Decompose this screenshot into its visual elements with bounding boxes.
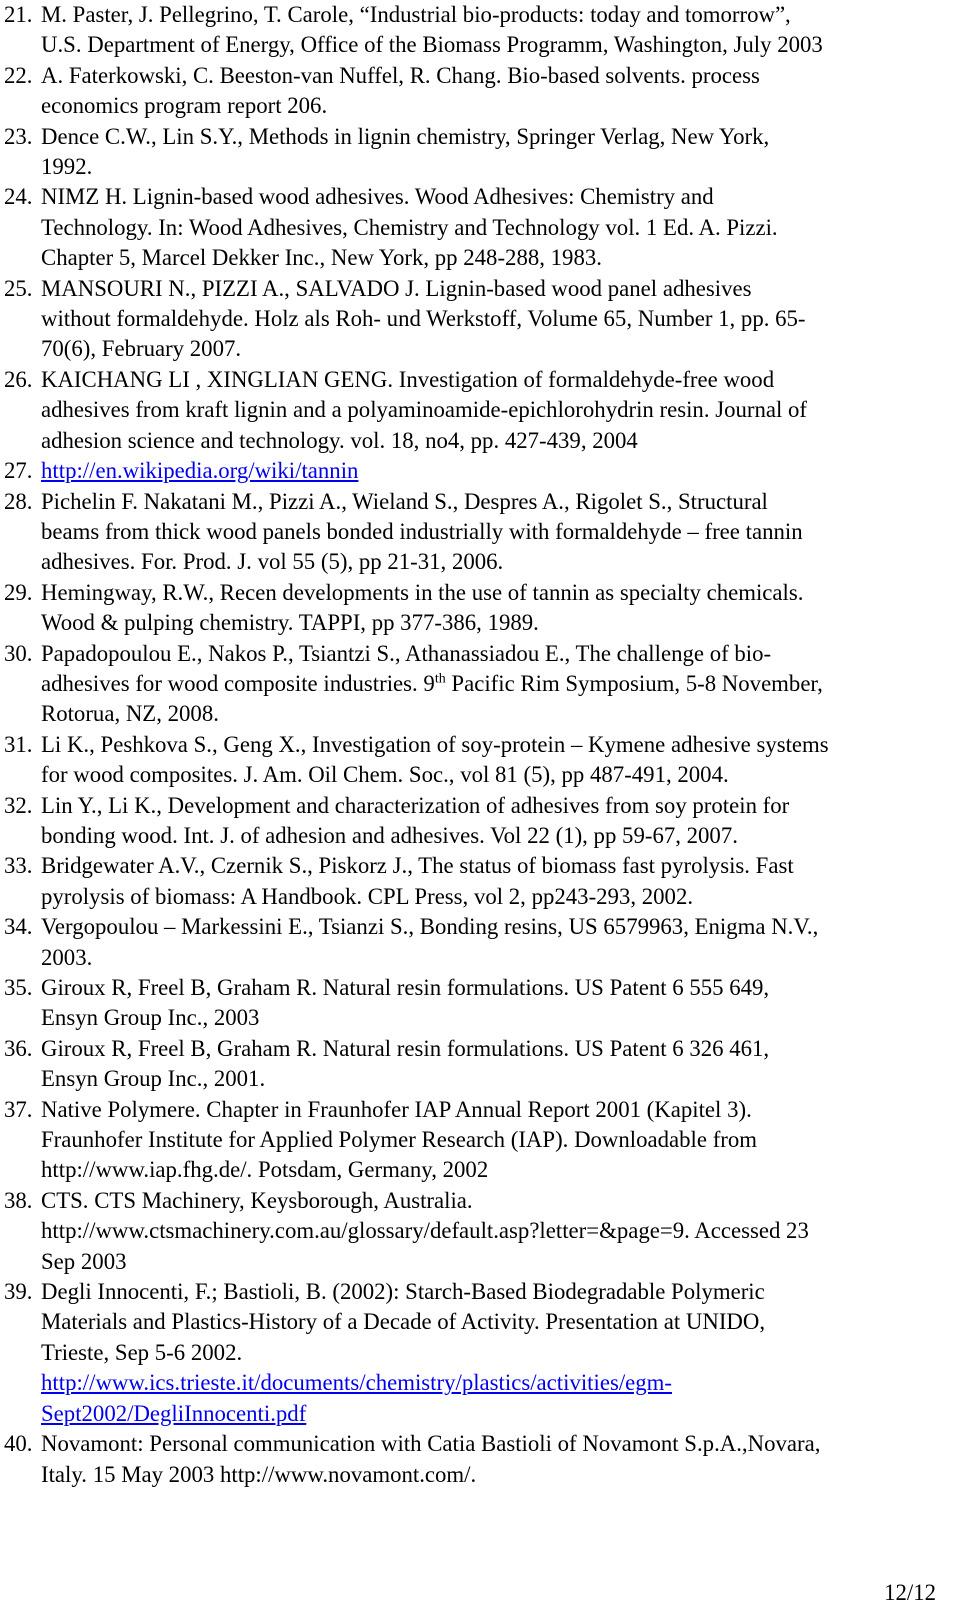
- reference-number: 26.: [4, 366, 33, 392]
- reference-item: [0, 578, 950, 639]
- reference-text: NIMZ H. Lignin-based wood adhesives. Wood Adhesives: Chemistry and: [41, 184, 714, 210]
- reference-line: [41, 1095, 950, 1125]
- reference-text: Giroux R, Freel B, Graham R. Natural resin formulations. US Patent 6 555 649,: [41, 975, 770, 1000]
- reference-line: [41, 213, 950, 243]
- reference-item: [0, 365, 950, 456]
- reference-number: 40.: [4, 1431, 33, 1457]
- reference-text: 1992.: [41, 154, 93, 180]
- reference-line: [41, 1247, 950, 1277]
- reference-text: without formaldehyde. Holz als Roh- und Werkstoff, Volume 65, Number 1, pp. 65-: [41, 306, 806, 332]
- reference-item: [0, 1095, 950, 1186]
- superscript: th: [434, 671, 446, 687]
- reference-line: [41, 274, 950, 304]
- reference-link[interactable]: Sept2002/DegliInnocenti.pdf: [41, 1400, 307, 1426]
- reference-line: [41, 1368, 950, 1398]
- reference-line: [41, 608, 950, 638]
- reference-line: [41, 943, 950, 973]
- reference-text: Lin Y., Li K., Development and characterization of adhesives from soy protein for: [41, 792, 790, 818]
- reference-text: Chapter 5, Marcel Dekker Inc., New York, pp 248-288, 1983.: [41, 245, 602, 271]
- reference-number: 37.: [4, 1096, 33, 1122]
- reference-text: adhesives. For. Prod. J. vol 55 (5), pp 21-31, 2006.: [41, 549, 504, 575]
- reference-line: [41, 365, 950, 395]
- reference-line: [41, 395, 950, 425]
- reference-text: Fraunhofer Institute for Applied Polymer Research (IAP). Downloadable from: [41, 1127, 758, 1153]
- reference-number: 22.: [4, 62, 33, 88]
- reference-item: [0, 122, 950, 183]
- reference-line: [41, 30, 950, 60]
- reference-text: beams from thick wood panels bonded industrially with formaldehyde – free tannin: [41, 518, 803, 544]
- reference-number: 25.: [4, 275, 33, 301]
- reference-line: [41, 1460, 950, 1490]
- reference-line: [41, 547, 950, 577]
- reference-number: 27.: [4, 458, 33, 484]
- reference-text: Wood & pulping chemistry. TAPPI, pp 377-386, 1989.: [41, 610, 539, 636]
- reference-line: [41, 1186, 950, 1216]
- reference-line: [41, 821, 950, 851]
- reference-number: 23.: [4, 123, 33, 149]
- reference-text: Vergopoulou – Markessini E., Tsianzi S., Bonding resins, US 6579963, Enigma N.V.,: [41, 914, 819, 940]
- reference-text: economics program report 206.: [41, 93, 328, 119]
- reference-text: for wood composites. J. Am. Oil Chem. Soc., vol 81 (5), pp 487-491, 2004.: [41, 762, 729, 788]
- reference-line: [41, 760, 950, 790]
- reference-line: [41, 882, 950, 912]
- reference-line: [41, 243, 950, 273]
- reference-line: [41, 0, 950, 30]
- reference-text: adhesives from kraft lignin and a polyaminoamide-epichlorohydrin resin. Journal of: [41, 397, 808, 423]
- reference-text: Rotorua, NZ, 2008.: [41, 701, 219, 727]
- reference-item: [0, 1277, 950, 1429]
- reference-line: [41, 1216, 950, 1246]
- reference-line: [41, 1307, 950, 1337]
- reference-item: [0, 1034, 950, 1095]
- reference-line: [41, 91, 950, 121]
- reference-text: Dence C.W., Lin S.Y., Methods in lignin chemistry, Springer Verlag, New York,: [41, 123, 770, 149]
- reference-line: [41, 1034, 950, 1064]
- reference-link[interactable]: http://www.ics.trieste.it/documents/chemistry/plastics/activities/egm-: [41, 1370, 673, 1396]
- reference-line: [41, 517, 950, 547]
- reference-line: [41, 1003, 950, 1033]
- reference-line: [41, 61, 950, 91]
- reference-line: [41, 791, 950, 821]
- reference-item: [0, 456, 950, 486]
- reference-text: Materials and Plastics-History of a Decade of Activity. Presentation at UNIDO,: [41, 1309, 766, 1335]
- reference-text: Papadopoulou E., Nakos P., Tsiantzi S., Athanassiadou E., The challenge of bio-: [41, 640, 772, 666]
- reference-line: [41, 578, 950, 608]
- reference-text: Italy. 15 May 2003 http://www.novamont.com/.: [41, 1461, 477, 1487]
- reference-line: [41, 1338, 950, 1368]
- reference-line: [41, 1155, 950, 1185]
- reference-line: [41, 304, 950, 334]
- reference-item: [0, 274, 950, 365]
- reference-text: Li K., Peshkova S., Geng X., Investigation of soy-protein – Kymene adhesive systems: [41, 731, 829, 757]
- reference-line: [41, 1125, 950, 1155]
- reference-item: [0, 973, 950, 1034]
- reference-text: adhesion science and technology. vol. 18, no4, pp. 427-439, 2004: [41, 427, 638, 453]
- reference-line: [41, 487, 950, 517]
- reference-line: [41, 456, 950, 486]
- reference-number: 38.: [4, 1187, 33, 1213]
- reference-line: [41, 669, 950, 699]
- reference-item: [0, 791, 950, 852]
- reference-text: Ensyn Group Inc., 2003: [41, 1005, 260, 1031]
- reference-number: 36.: [4, 1035, 33, 1061]
- reference-text: Pacific Rim Symposium, 5-8 November,: [445, 670, 823, 696]
- reference-text: http://www.iap.fhg.de/. Potsdam, Germany, 2002: [41, 1157, 489, 1183]
- reference-text: Technology. In: Wood Adhesives, Chemistry and Technology vol. 1 Ed. A. Pizzi.: [41, 214, 778, 240]
- reference-line: [41, 182, 950, 212]
- reference-line: [41, 699, 950, 729]
- reference-line: [41, 730, 950, 760]
- reference-line: [41, 152, 950, 182]
- reference-number: 35.: [4, 975, 33, 1000]
- reference-item: [0, 1186, 950, 1277]
- reference-item: [0, 182, 950, 273]
- reference-text: adhesives for wood composite industries. 9: [41, 670, 435, 696]
- reference-line: [41, 912, 950, 942]
- reference-item: [0, 851, 950, 912]
- reference-text: A. Faterkowski, C. Beeston-van Nuffel, R. Chang. Bio-based solvents. process: [41, 62, 760, 88]
- reference-line: [41, 639, 950, 669]
- reference-text: 70(6), February 2007.: [41, 336, 242, 362]
- reference-text: Novamont: Personal communication with Catia Bastioli of Novamont S.p.A.,Novara,: [41, 1431, 821, 1457]
- reference-line: [41, 1277, 950, 1307]
- reference-line: [41, 334, 950, 364]
- reference-text: Bridgewater A.V., Czernik S., Piskorz J., The status of biomass fast pyrolysis. Fast: [41, 853, 794, 879]
- reference-text: Ensyn Group Inc., 2001.: [41, 1066, 266, 1092]
- reference-line: [41, 973, 950, 1003]
- reference-number: 30.: [4, 640, 33, 666]
- reference-line: [41, 122, 950, 152]
- reference-text: Hemingway, R.W., Recen developments in the use of tannin as specialty chemicals.: [41, 579, 804, 605]
- reference-line: [41, 426, 950, 456]
- reference-text: Sep 2003: [41, 1248, 127, 1274]
- reference-text: CTS. CTS Machinery, Keysborough, Australia.: [41, 1187, 473, 1213]
- reference-number: 33.: [4, 853, 33, 879]
- reference-item: [0, 487, 950, 578]
- reference-line: [41, 1429, 950, 1459]
- reference-text: pyrolysis of biomass: A Handbook. CPL Press, vol 2, pp243-293, 2002.: [41, 883, 694, 909]
- reference-text: KAICHANG LI , XINGLIAN GENG. Investigation of formaldehyde-free wood: [41, 366, 775, 392]
- reference-item: [0, 1429, 950, 1490]
- reference-number: 31.: [4, 731, 33, 757]
- reference-number: 39.: [4, 1279, 33, 1305]
- reference-item: [0, 639, 950, 730]
- reference-item: [0, 61, 950, 122]
- reference-item: [0, 0, 950, 61]
- reference-item: [0, 912, 950, 973]
- reference-number: 28.: [4, 488, 33, 514]
- reference-text: bonding wood. Int. J. of adhesion and adhesives. Vol 22 (1), pp 59-67, 2007.: [41, 822, 738, 848]
- reference-text: Degli Innocenti, F.; Bastioli, B. (2002): Starch-Based Biodegradable Polymeric: [41, 1279, 765, 1305]
- page-number: 12/12: [884, 1580, 936, 1605]
- reference-text: Pichelin F. Nakatani M., Pizzi A., Wieland S., Despres A., Rigolet S., Structural: [41, 488, 768, 514]
- reference-number: 24.: [4, 184, 33, 210]
- reference-number: 34.: [4, 914, 33, 940]
- reference-link[interactable]: http://en.wikipedia.org/wiki/tannin: [41, 458, 359, 484]
- reference-number: 29.: [4, 579, 33, 605]
- reference-line: [41, 1399, 950, 1429]
- reference-text: M. Paster, J. Pellegrino, T. Carole, “Industrial bio-products: today and tomorrow”,: [41, 2, 791, 27]
- reference-text: http://www.ctsmachinery.com.au/glossary/default.asp?letter=&page=9. Accessed 23: [41, 1218, 809, 1244]
- reference-text: U.S. Department of Energy, Office of the Biomass Programm, Washington, July 2003: [41, 32, 823, 58]
- reference-number: 32.: [4, 792, 33, 818]
- reference-item: [0, 730, 950, 791]
- reference-text: 2003.: [41, 944, 93, 970]
- reference-text: MANSOURI N., PIZZI A., SALVADO J. Lignin-based wood panel adhesives: [41, 275, 752, 301]
- reference-text: Trieste, Sep 5-6 2002.: [41, 1339, 243, 1365]
- reference-number: 21.: [4, 2, 33, 27]
- reference-line: [41, 851, 950, 881]
- reference-line: [41, 1064, 950, 1094]
- reference-text: Native Polymere. Chapter in Fraunhofer IAP Annual Report 2001 (Kapitel 3).: [41, 1096, 752, 1122]
- reference-text: Giroux R, Freel B, Graham R. Natural resin formulations. US Patent 6 326 461,: [41, 1035, 770, 1061]
